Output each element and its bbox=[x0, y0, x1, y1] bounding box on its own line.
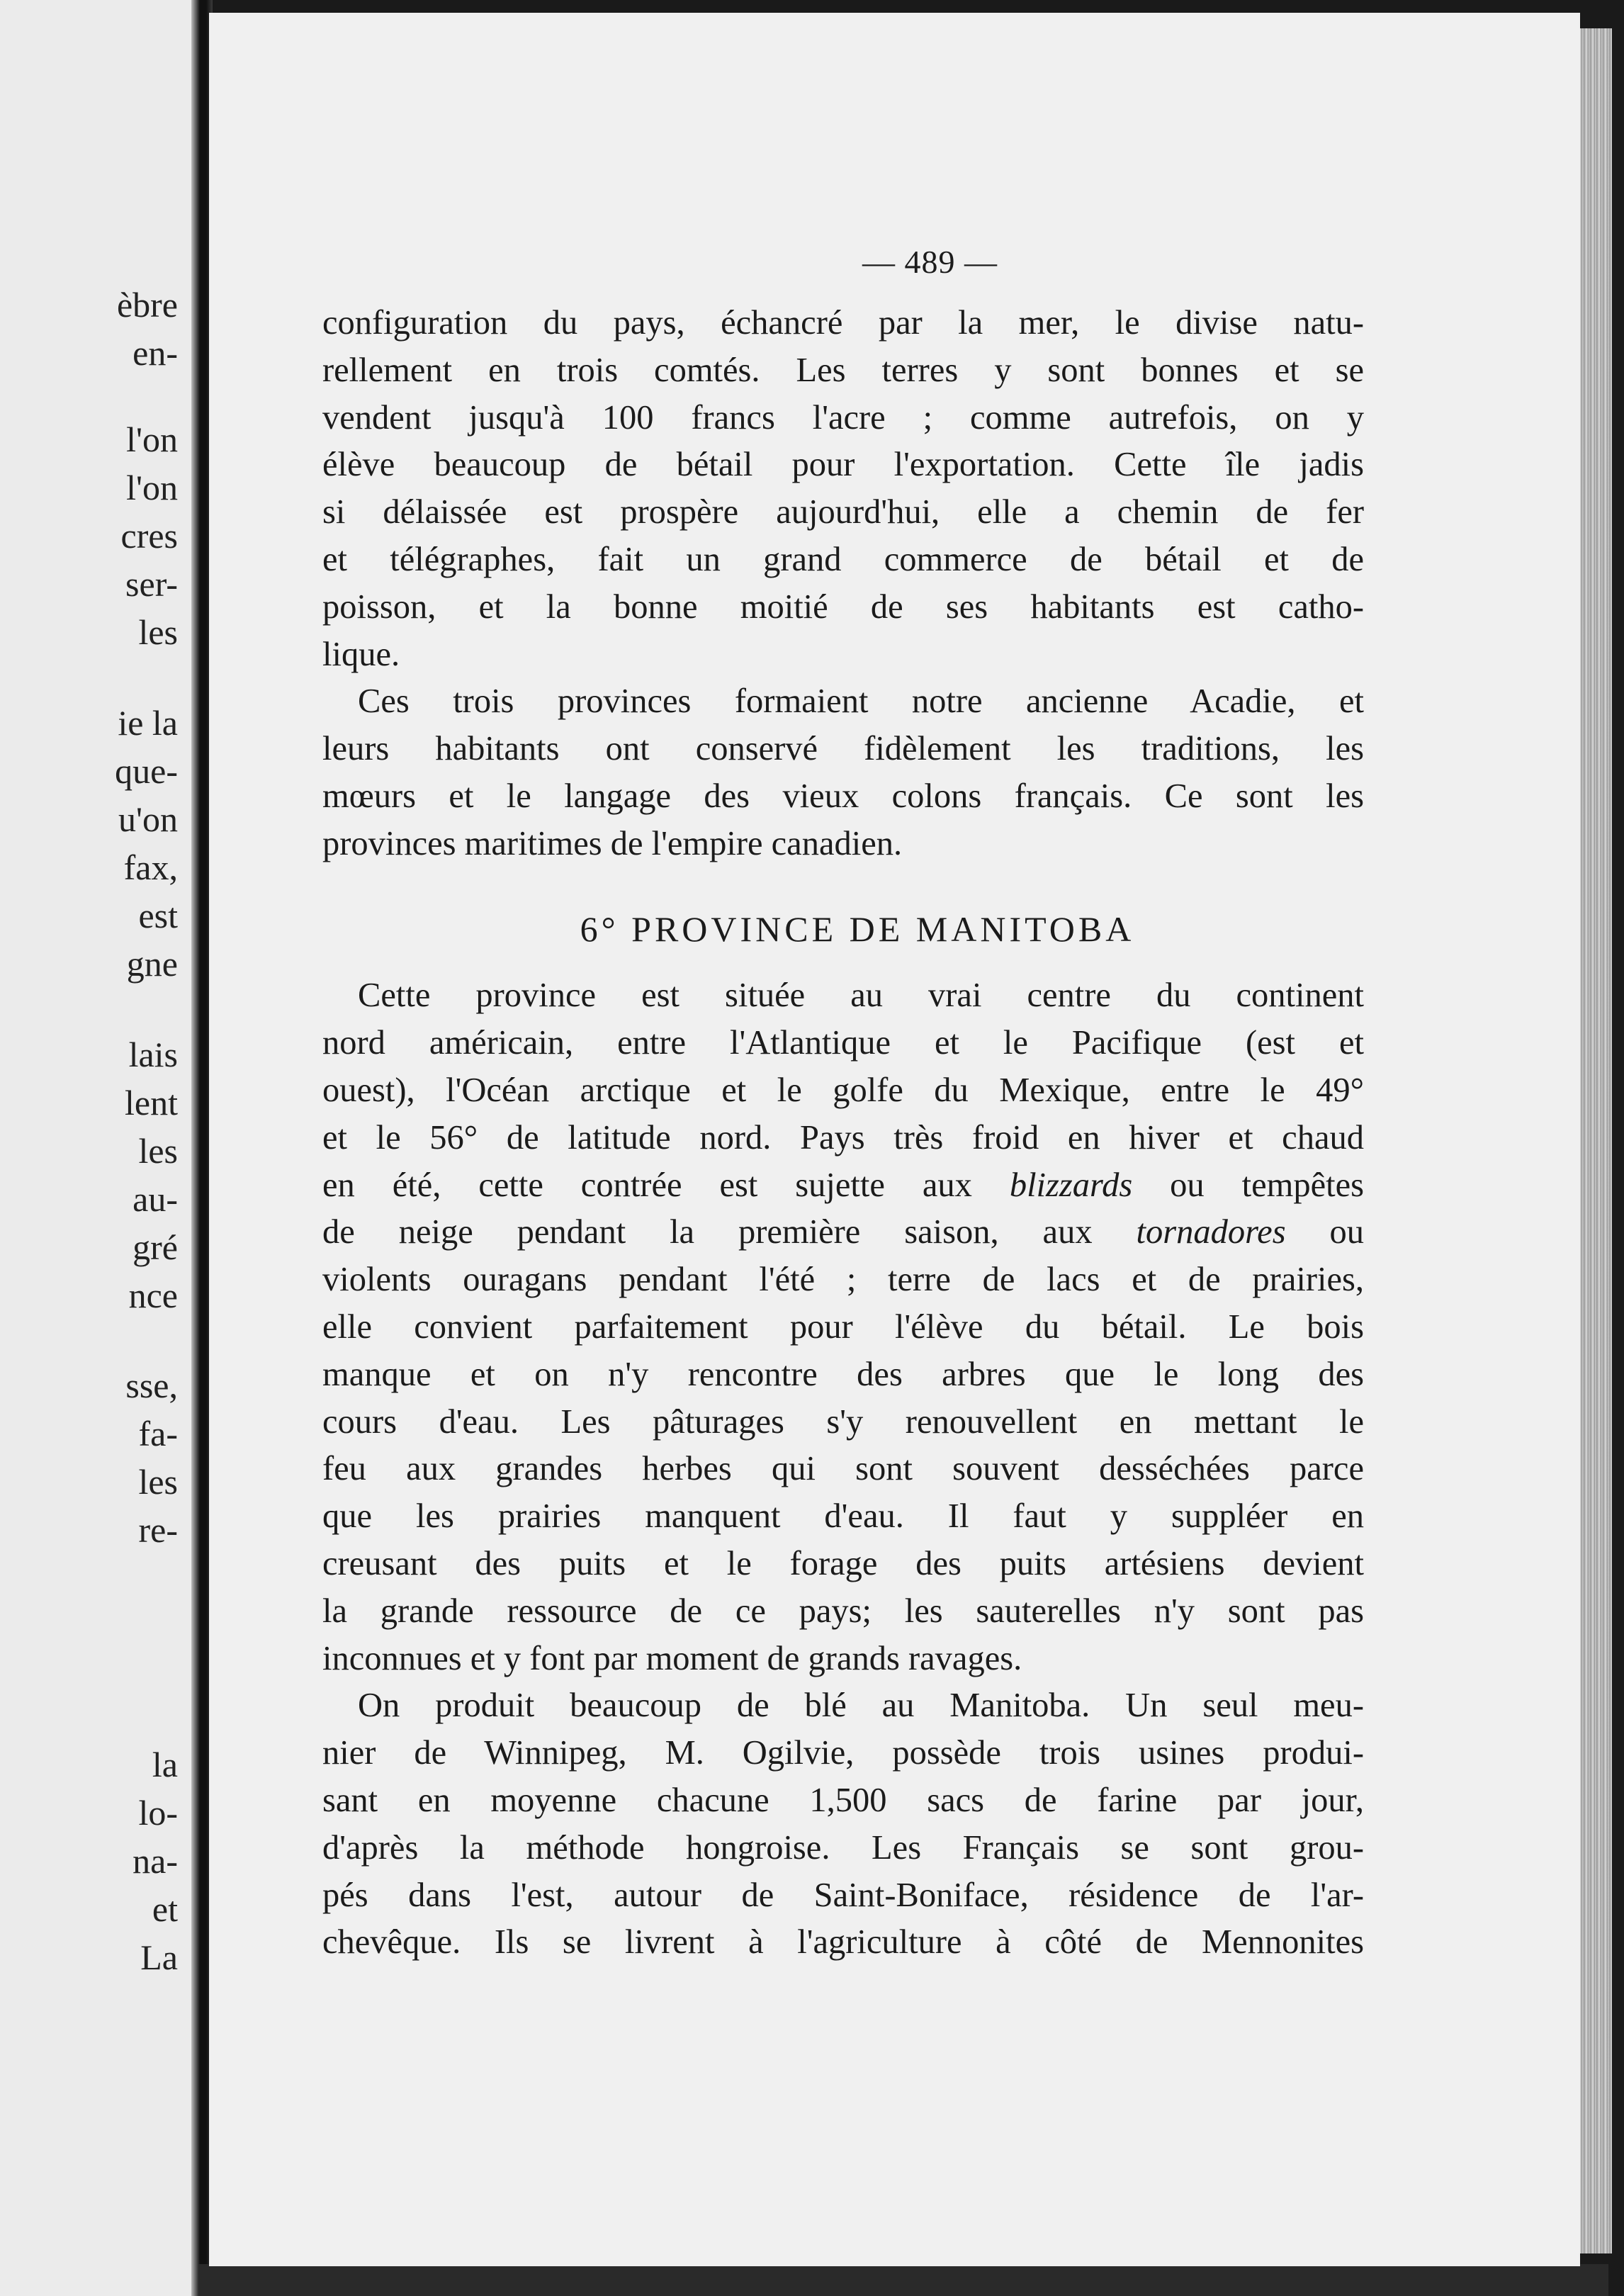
text-line: leurs habitants ont conservé fidèlement les traditions, les bbox=[322, 730, 1364, 768]
left-page-fragment: les bbox=[138, 1462, 178, 1502]
paragraph-4 bbox=[322, 1682, 1364, 1966]
text-line: On produit beaucoup de blé au Manitoba. Un seul meu- bbox=[358, 1687, 1364, 1725]
text-line: sant en moyenne chacune 1,500 sacs de farine par jour, bbox=[322, 1781, 1364, 1819]
paragraph-1 bbox=[322, 300, 1364, 678]
left-page-fragment: et bbox=[152, 1889, 178, 1929]
left-page-fragment: u'on bbox=[118, 799, 178, 839]
paragraph-3 bbox=[322, 972, 1364, 1682]
left-page-fragment: fa- bbox=[138, 1414, 178, 1453]
italic-term: blizzards bbox=[1009, 1166, 1133, 1204]
book-page bbox=[209, 13, 1580, 2266]
left-page-fragment: cres bbox=[120, 516, 178, 556]
text-run: de neige pendant la première saison, aux bbox=[322, 1213, 1137, 1251]
text-line: si délaissée est prospère aujourd'hui, elle a chemin de fer bbox=[322, 493, 1364, 531]
text-line: poisson, et la bonne moitié de ses habitants est catho- bbox=[322, 587, 1364, 626]
left-page-fragment: au- bbox=[132, 1179, 178, 1219]
left-page-fragment: l'on bbox=[126, 468, 178, 507]
left-page-fragment: gré bbox=[132, 1227, 178, 1267]
previous-page-margin bbox=[0, 0, 202, 2296]
left-page-fragment: est bbox=[138, 896, 178, 935]
text-line: mœurs et le langage des vieux colons français. Ce sont les bbox=[322, 777, 1364, 815]
text-line: rellement en trois comtés. Les terres y sont bonnes et se bbox=[322, 351, 1364, 389]
left-page-fragment: ie la bbox=[118, 703, 178, 743]
section-heading: 6° PROVINCE DE MANITOBA bbox=[580, 908, 1135, 949]
text-line: elle convient parfaitement pour l'élève du bétail. Le bois bbox=[322, 1307, 1364, 1346]
text-line: configuration du pays, échancré par la mer, le divise natu- bbox=[322, 304, 1364, 342]
text-line: violents ouragans pendant l'été ; terre de lacs et de prairies, bbox=[322, 1261, 1364, 1299]
text-run: ou tempêtes bbox=[1132, 1166, 1364, 1204]
text-line: et le 56° de latitude nord. Pays très froid en hiver et chaud bbox=[322, 1118, 1364, 1157]
text-line: et télégraphes, fait un grand commerce de bétail et de bbox=[322, 540, 1364, 578]
text-line: Ces trois provinces formaient notre ancienne Acadie, et bbox=[358, 682, 1364, 721]
text-line: nord américain, entre l'Atlantique et le Pacifique (est et bbox=[322, 1024, 1364, 1062]
text-line: chevêque. Ils se livrent à l'agriculture à côté de Mennonites bbox=[322, 1923, 1364, 1962]
left-page-fragment: na- bbox=[132, 1841, 178, 1881]
left-page-fragment: gne bbox=[126, 944, 178, 984]
text-line: élève beaucoup de bétail pour l'exportation. Cette île jadis bbox=[322, 446, 1364, 484]
text-line: pés dans l'est, autour de Saint-Boniface, résidence de l'ar- bbox=[322, 1876, 1364, 1914]
left-page-fragment: lais bbox=[128, 1035, 178, 1074]
text-line bbox=[322, 1209, 1364, 1256]
text-line: inconnues et y font par moment de grands ravages. bbox=[322, 1639, 1022, 1677]
italic-term: tornadores bbox=[1136, 1213, 1286, 1251]
left-page-fragment: l'on bbox=[126, 420, 178, 459]
text-line bbox=[322, 1162, 1364, 1210]
page-number: — 489 — bbox=[862, 244, 998, 280]
text-line: Cette province est située au vrai centre du continent bbox=[358, 977, 1364, 1015]
page-body bbox=[322, 300, 1364, 1966]
left-page-fragment: fax, bbox=[123, 848, 178, 887]
text-line: cours d'eau. Les pâturages s'y renouvellent en mettant le bbox=[322, 1402, 1364, 1441]
text-line: manque et on n'y rencontre des arbres que le long des bbox=[322, 1355, 1364, 1393]
text-run: ou bbox=[1285, 1213, 1364, 1251]
text-line: feu aux grandes herbes qui sont souvent desséchées parce bbox=[322, 1450, 1364, 1488]
bottom-edge bbox=[198, 2264, 1608, 2296]
text-line: d'après la méthode hongroise. Les Français se sont grou- bbox=[322, 1828, 1364, 1867]
left-page-fragment: La bbox=[140, 1937, 178, 1977]
text-line: vendent jusqu'à 100 francs l'acre ; comme autrefois, on y bbox=[322, 398, 1364, 437]
left-page-fragment: re- bbox=[138, 1510, 178, 1550]
left-page-fragment: les bbox=[138, 612, 178, 652]
text-line: lique. bbox=[322, 635, 400, 673]
left-page-fragment: èbre bbox=[116, 285, 178, 325]
left-page-fragment: la bbox=[152, 1745, 178, 1784]
left-page-fragment: sse, bbox=[125, 1366, 178, 1405]
text-run: en été, cette contrée est sujette aux bbox=[322, 1166, 1010, 1204]
left-page-fragment: que- bbox=[115, 751, 178, 791]
text-line: ouest), l'Océan arctique et le golfe du Mexique, entre le 49° bbox=[322, 1071, 1364, 1109]
text-line: nier de Winnipeg, M. Ogilvie, possède trois usines produi- bbox=[322, 1734, 1364, 1772]
left-page-fragment: ser- bbox=[125, 564, 178, 604]
left-page-fragment: les bbox=[138, 1131, 178, 1171]
text-line: que les prairies manquent d'eau. Il faut y suppléer en bbox=[322, 1497, 1364, 1536]
paragraph-2 bbox=[322, 678, 1364, 867]
text-line: la grande ressource de ce pays; les sauterelles n'y sont pas bbox=[322, 1592, 1364, 1630]
left-page-fragment: nce bbox=[128, 1276, 178, 1315]
left-page-fragment: lent bbox=[125, 1083, 178, 1122]
text-line: creusant des puits et le forage des puits artésiens devient bbox=[322, 1544, 1364, 1582]
left-page-fragment: en- bbox=[132, 333, 178, 373]
left-page-fragment: lo- bbox=[138, 1793, 178, 1833]
text-line: provinces maritimes de l'empire canadien. bbox=[322, 824, 903, 862]
